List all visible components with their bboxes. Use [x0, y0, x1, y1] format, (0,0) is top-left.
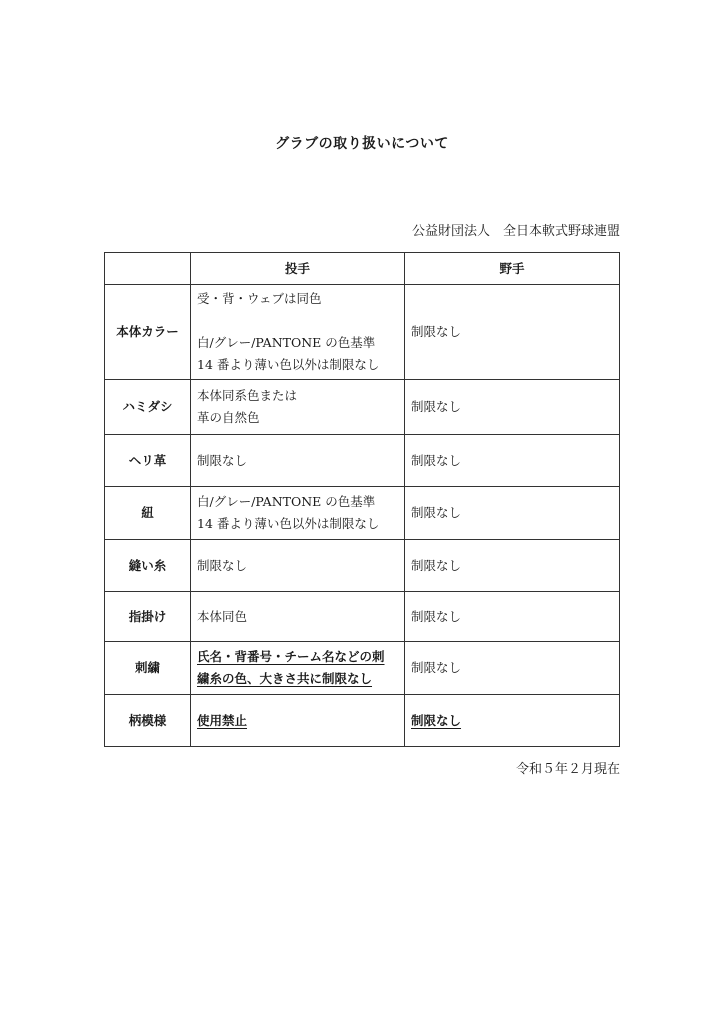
row-label: 指掛け — [105, 592, 191, 642]
pitcher-cell — [191, 487, 405, 540]
pitcher-cell — [191, 285, 405, 380]
page-title: グラブの取り扱いについて — [275, 136, 449, 152]
pitcher-cell — [191, 592, 405, 642]
header-item — [105, 253, 191, 285]
cell-line: 白/グレー/PANTONE の色基準 — [197, 494, 376, 509]
date-note: 令和５年２月現在 — [515, 762, 620, 777]
cell-line: 制限なし — [197, 452, 248, 468]
fielder-cell: 制限なし — [405, 540, 620, 592]
cell-line: 繍糸の色、大きさ共に制限なし — [197, 671, 373, 686]
header-pitcher: 投手 — [191, 253, 405, 285]
fielder-cell — [405, 695, 620, 747]
table-row — [105, 285, 620, 380]
fielder-cell: 制限なし — [405, 285, 620, 380]
cell-line: 白/グレー/PANTONE の色基準 — [197, 335, 376, 350]
row-label: 紐 — [105, 487, 191, 540]
pitcher-cell — [191, 380, 405, 435]
row-label: 柄模様 — [105, 695, 191, 747]
pitcher-cell — [191, 642, 405, 695]
row-label: ハミダシ — [105, 380, 191, 435]
table-header-row — [105, 253, 620, 285]
glove-rules-table — [104, 252, 620, 747]
row-label: 縫い糸 — [105, 540, 191, 592]
cell-line: 革の自然色 — [197, 410, 260, 425]
fielder-cell: 制限なし — [405, 592, 620, 642]
row-label: 刺繍 — [105, 642, 191, 695]
header-fielder: 野手 — [405, 253, 620, 285]
table-row — [105, 592, 620, 642]
table-row — [105, 540, 620, 592]
cell-line: 受・背・ウェブは同色 — [197, 291, 322, 306]
table-row — [105, 642, 620, 695]
cell-blank-line — [197, 310, 398, 332]
cell-line: 使用禁止 — [197, 712, 248, 728]
table-row — [105, 695, 620, 747]
fielder-cell: 制限なし — [405, 487, 620, 540]
cell-line: 14 番より薄い色以外は制限なし — [197, 516, 380, 531]
row-label: 本体カラー — [105, 285, 191, 380]
cell-line: 本体同色 — [197, 608, 248, 624]
cell-line: 本体同系色または — [197, 388, 298, 403]
cell-line: 制限なし — [197, 557, 248, 573]
pitcher-cell — [191, 540, 405, 592]
cell-line: 制限なし — [411, 712, 462, 728]
table-row — [105, 380, 620, 435]
cell-line: 氏名・背番号・チーム名などの刺 — [197, 649, 385, 664]
fielder-cell: 制限なし — [405, 642, 620, 695]
cell-line: 14 番より薄い色以外は制限なし — [197, 357, 380, 372]
table-row — [105, 435, 620, 487]
row-label: ヘリ革 — [105, 435, 191, 487]
pitcher-cell — [191, 435, 405, 487]
pitcher-cell — [191, 695, 405, 747]
fielder-cell: 制限なし — [405, 435, 620, 487]
fielder-cell: 制限なし — [405, 380, 620, 435]
organization-name: 公益財団法人 全日本軟式野球連盟 — [411, 224, 620, 239]
table-row — [105, 487, 620, 540]
